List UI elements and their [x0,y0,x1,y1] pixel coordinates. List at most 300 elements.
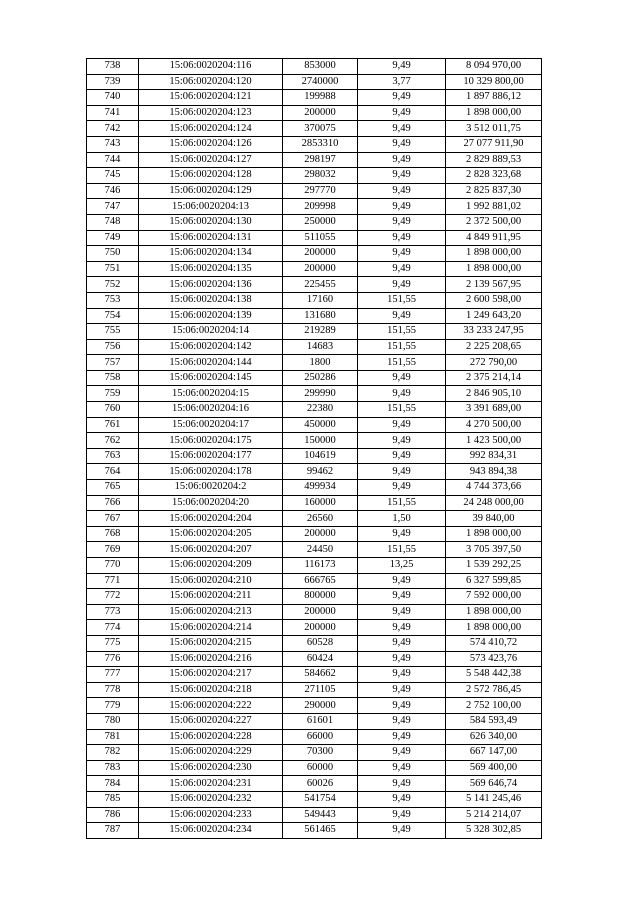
cadastral-number-cell: 15:06:0020204:135 [139,261,283,277]
area-cell: 271105 [283,682,358,698]
area-cell: 99462 [283,464,358,480]
table-row [87,183,542,199]
value-cell: 2 225 208,65 [446,339,542,355]
cadastral-number-cell: 15:06:0020204:131 [139,230,283,246]
cadastral-number-cell: 15:06:0020204:210 [139,573,283,589]
area-cell: 290000 [283,698,358,714]
value-cell: 626 340,00 [446,729,542,745]
value-cell: 5 548 442,38 [446,667,542,683]
rate-cell: 9,49 [358,105,446,121]
area-cell: 250000 [283,214,358,230]
table-row [87,729,542,745]
area-cell: 250286 [283,370,358,386]
table-row [87,464,542,480]
row-number-cell: 745 [87,168,139,184]
table-row [87,448,542,464]
row-number-cell: 761 [87,417,139,433]
cadastral-number-cell: 15:06:0020204:229 [139,745,283,761]
cadastral-number-cell: 15:06:0020204:142 [139,339,283,355]
cadastral-number-cell: 15:06:0020204:120 [139,74,283,90]
area-cell: 1800 [283,355,358,371]
rate-cell: 9,49 [358,651,446,667]
value-cell: 1 249 643,20 [446,308,542,324]
row-number-cell: 743 [87,136,139,152]
rate-cell: 9,49 [358,526,446,542]
rate-cell: 9,49 [358,667,446,683]
rate-cell: 9,49 [358,573,446,589]
row-number-cell: 738 [87,59,139,75]
rate-cell: 9,49 [358,214,446,230]
cadastral-number-cell: 15:06:0020204:121 [139,90,283,106]
row-number-cell: 780 [87,713,139,729]
value-cell: 39 840,00 [446,511,542,527]
rate-cell: 9,49 [358,261,446,277]
table-row [87,526,542,542]
area-cell: 297770 [283,183,358,199]
row-number-cell: 770 [87,558,139,574]
cadastral-number-cell: 15:06:0020204:15 [139,386,283,402]
row-number-cell: 784 [87,776,139,792]
rate-cell: 9,49 [358,620,446,636]
value-cell: 6 327 599,85 [446,573,542,589]
rate-cell: 9,49 [358,448,446,464]
row-number-cell: 751 [87,261,139,277]
value-cell: 27 077 911,90 [446,136,542,152]
cadastral-number-cell: 15:06:0020204:233 [139,807,283,823]
value-cell: 1 897 886,12 [446,90,542,106]
value-cell: 2 752 100,00 [446,698,542,714]
area-cell: 60026 [283,776,358,792]
rate-cell: 9,49 [358,246,446,262]
rate-cell: 9,49 [358,604,446,620]
cadastral-number-cell: 15:06:0020204:175 [139,433,283,449]
value-cell: 2 825 837,30 [446,183,542,199]
area-cell: 116173 [283,558,358,574]
table-body [87,59,542,839]
rate-cell: 9,49 [358,386,446,402]
rate-cell: 9,49 [358,370,446,386]
row-number-cell: 739 [87,74,139,90]
row-number-cell: 786 [87,807,139,823]
rate-cell: 9,49 [358,635,446,651]
rate-cell: 151,55 [358,542,446,558]
row-number-cell: 754 [87,308,139,324]
table-row [87,136,542,152]
area-cell: 70300 [283,745,358,761]
row-number-cell: 781 [87,729,139,745]
area-cell: 200000 [283,604,358,620]
row-number-cell: 779 [87,698,139,714]
cadastral-number-cell: 15:06:0020204:14 [139,324,283,340]
value-cell: 569 646,74 [446,776,542,792]
area-cell: 298032 [283,168,358,184]
rate-cell: 151,55 [358,402,446,418]
rate-cell: 9,49 [358,90,446,106]
row-number-cell: 747 [87,199,139,215]
table-row [87,760,542,776]
cadastral-number-cell: 15:06:0020204:217 [139,667,283,683]
rate-cell: 9,49 [358,698,446,714]
value-cell: 1 898 000,00 [446,261,542,277]
value-cell: 4 270 500,00 [446,417,542,433]
area-cell: 66000 [283,729,358,745]
table-row [87,542,542,558]
area-cell: 561465 [283,823,358,839]
table-row [87,417,542,433]
area-cell: 60528 [283,635,358,651]
value-cell: 4 744 373,66 [446,480,542,496]
value-cell: 24 248 000,00 [446,495,542,511]
table-row [87,511,542,527]
value-cell: 569 400,00 [446,760,542,776]
row-number-cell: 757 [87,355,139,371]
value-cell: 10 329 800,00 [446,74,542,90]
value-cell: 1 539 292,25 [446,558,542,574]
rate-cell: 9,49 [358,464,446,480]
cadastral-number-cell: 15:06:0020204:216 [139,651,283,667]
rate-cell: 9,49 [358,480,446,496]
table-row [87,682,542,698]
cadastral-number-cell: 15:06:0020204:123 [139,105,283,121]
row-number-cell: 783 [87,760,139,776]
table-row [87,168,542,184]
table-row [87,230,542,246]
row-number-cell: 776 [87,651,139,667]
table-row [87,807,542,823]
table-row [87,604,542,620]
table-row [87,246,542,262]
row-number-cell: 763 [87,448,139,464]
area-cell: 584662 [283,667,358,683]
row-number-cell: 762 [87,433,139,449]
row-number-cell: 746 [87,183,139,199]
cadastral-number-cell: 15:06:0020204:134 [139,246,283,262]
value-cell: 574 410,72 [446,635,542,651]
cadastral-number-cell: 15:06:0020204:178 [139,464,283,480]
value-cell: 1 423 500,00 [446,433,542,449]
table-row [87,776,542,792]
row-number-cell: 768 [87,526,139,542]
value-cell: 5 141 245,46 [446,791,542,807]
rate-cell: 151,55 [358,495,446,511]
area-cell: 200000 [283,620,358,636]
table-row [87,199,542,215]
area-cell: 666765 [283,573,358,589]
table-row [87,558,542,574]
value-cell: 2 600 598,00 [446,292,542,308]
rate-cell: 151,55 [358,324,446,340]
cadastral-number-cell: 15:06:0020204:13 [139,199,283,215]
area-cell: 499934 [283,480,358,496]
row-number-cell: 755 [87,324,139,340]
area-cell: 370075 [283,121,358,137]
row-number-cell: 777 [87,667,139,683]
rate-cell: 151,55 [358,339,446,355]
rate-cell: 9,49 [358,713,446,729]
value-cell: 2 828 323,68 [446,168,542,184]
row-number-cell: 782 [87,745,139,761]
area-cell: 853000 [283,59,358,75]
value-cell: 3 705 397,50 [446,542,542,558]
area-cell: 200000 [283,246,358,262]
area-cell: 2853310 [283,136,358,152]
area-cell: 60000 [283,760,358,776]
cadastral-number-cell: 15:06:0020204:231 [139,776,283,792]
table-row [87,635,542,651]
rate-cell: 9,49 [358,433,446,449]
value-cell: 2 846 905,10 [446,386,542,402]
cadastral-number-cell: 15:06:0020204:126 [139,136,283,152]
row-number-cell: 778 [87,682,139,698]
row-number-cell: 771 [87,573,139,589]
rate-cell: 9,49 [358,59,446,75]
cadastral-number-cell: 15:06:0020204:232 [139,791,283,807]
row-number-cell: 748 [87,214,139,230]
cadastral-number-cell: 15:06:0020204:207 [139,542,283,558]
area-cell: 541754 [283,791,358,807]
row-number-cell: 749 [87,230,139,246]
table-row [87,620,542,636]
rate-cell: 9,49 [358,417,446,433]
cadastral-number-cell: 15:06:0020204:215 [139,635,283,651]
value-cell: 2 375 214,14 [446,370,542,386]
cadastral-number-cell: 15:06:0020204:138 [139,292,283,308]
cadastral-number-cell: 15:06:0020204:20 [139,495,283,511]
row-number-cell: 758 [87,370,139,386]
area-cell: 17160 [283,292,358,308]
area-cell: 22380 [283,402,358,418]
rate-cell: 9,49 [358,807,446,823]
table-row [87,355,542,371]
row-number-cell: 759 [87,386,139,402]
rate-cell: 151,55 [358,292,446,308]
table-row [87,59,542,75]
value-cell: 5 328 302,85 [446,823,542,839]
cadastral-number-cell: 15:06:0020204:214 [139,620,283,636]
cadastral-number-cell: 15:06:0020204:213 [139,604,283,620]
area-cell: 60424 [283,651,358,667]
table-row [87,277,542,293]
area-cell: 209998 [283,199,358,215]
table-row [87,573,542,589]
area-cell: 160000 [283,495,358,511]
row-number-cell: 752 [87,277,139,293]
cadastral-number-cell: 15:06:0020204:145 [139,370,283,386]
rate-cell: 9,49 [358,230,446,246]
area-cell: 200000 [283,105,358,121]
cadastral-number-cell: 15:06:0020204:222 [139,698,283,714]
table-row [87,214,542,230]
value-cell: 584 593,49 [446,713,542,729]
table-row [87,74,542,90]
value-cell: 3 391 689,00 [446,402,542,418]
value-cell: 5 214 214,07 [446,807,542,823]
row-number-cell: 765 [87,480,139,496]
cadastral-number-cell: 15:06:0020204:209 [139,558,283,574]
value-cell: 2 139 567,95 [446,277,542,293]
cadastral-number-cell: 15:06:0020204:211 [139,589,283,605]
table-row [87,667,542,683]
area-cell: 131680 [283,308,358,324]
row-number-cell: 773 [87,604,139,620]
area-cell: 549443 [283,807,358,823]
rate-cell: 9,49 [358,152,446,168]
cadastral-number-cell: 15:06:0020204:228 [139,729,283,745]
cadastral-number-cell: 15:06:0020204:136 [139,277,283,293]
row-number-cell: 760 [87,402,139,418]
value-cell: 272 790,00 [446,355,542,371]
cadastral-number-cell: 15:06:0020204:177 [139,448,283,464]
area-cell: 200000 [283,261,358,277]
area-cell: 450000 [283,417,358,433]
cadastral-number-cell: 15:06:0020204:230 [139,760,283,776]
area-cell: 104619 [283,448,358,464]
rate-cell: 9,49 [358,136,446,152]
row-number-cell: 750 [87,246,139,262]
value-cell: 7 592 000,00 [446,589,542,605]
value-cell: 2 572 786,45 [446,682,542,698]
area-cell: 150000 [283,433,358,449]
cadastral-number-cell: 15:06:0020204:127 [139,152,283,168]
value-cell: 943 894,38 [446,464,542,480]
table-row [87,791,542,807]
row-number-cell: 744 [87,152,139,168]
area-cell: 26560 [283,511,358,527]
table-row [87,402,542,418]
table-row [87,823,542,839]
table-row [87,495,542,511]
land-parcel-table-page [86,58,542,839]
row-number-cell: 767 [87,511,139,527]
value-cell: 1 898 000,00 [446,604,542,620]
table-row [87,324,542,340]
row-number-cell: 774 [87,620,139,636]
cadastral-number-cell: 15:06:0020204:227 [139,713,283,729]
cadastral-number-cell: 15:06:0020204:204 [139,511,283,527]
table-row [87,651,542,667]
area-cell: 225455 [283,277,358,293]
value-cell: 1 898 000,00 [446,246,542,262]
rate-cell: 3,77 [358,74,446,90]
value-cell: 8 094 970,00 [446,59,542,75]
row-number-cell: 741 [87,105,139,121]
rate-cell: 13,25 [358,558,446,574]
rate-cell: 9,49 [358,168,446,184]
area-cell: 511055 [283,230,358,246]
table-row [87,698,542,714]
row-number-cell: 766 [87,495,139,511]
area-cell: 61601 [283,713,358,729]
rate-cell: 1,50 [358,511,446,527]
table-row [87,713,542,729]
cadastral-number-cell: 15:06:0020204:2 [139,480,283,496]
table-row [87,370,542,386]
rate-cell: 9,49 [358,121,446,137]
row-number-cell: 787 [87,823,139,839]
value-cell: 1 898 000,00 [446,105,542,121]
row-number-cell: 775 [87,635,139,651]
area-cell: 199988 [283,90,358,106]
value-cell: 2 372 500,00 [446,214,542,230]
table-row [87,745,542,761]
area-cell: 200000 [283,526,358,542]
rate-cell: 9,49 [358,183,446,199]
rate-cell: 9,49 [358,776,446,792]
cadastral-number-cell: 15:06:0020204:17 [139,417,283,433]
rate-cell: 9,49 [358,308,446,324]
cadastral-number-cell: 15:06:0020204:234 [139,823,283,839]
area-cell: 800000 [283,589,358,605]
table-row [87,152,542,168]
row-number-cell: 756 [87,339,139,355]
value-cell: 4 849 911,95 [446,230,542,246]
table-row [87,308,542,324]
row-number-cell: 764 [87,464,139,480]
rate-cell: 9,49 [358,199,446,215]
row-number-cell: 742 [87,121,139,137]
value-cell: 2 829 889,53 [446,152,542,168]
cadastral-number-cell: 15:06:0020204:129 [139,183,283,199]
table-row [87,105,542,121]
area-cell: 299990 [283,386,358,402]
value-cell: 667 147,00 [446,745,542,761]
cadastral-number-cell: 15:06:0020204:144 [139,355,283,371]
cadastral-number-cell: 15:06:0020204:128 [139,168,283,184]
rate-cell: 9,49 [358,729,446,745]
cadastral-number-cell: 15:06:0020204:218 [139,682,283,698]
area-cell: 298197 [283,152,358,168]
row-number-cell: 769 [87,542,139,558]
table-row [87,90,542,106]
cadastral-number-cell: 15:06:0020204:139 [139,308,283,324]
area-cell: 24450 [283,542,358,558]
cadastral-number-cell: 15:06:0020204:124 [139,121,283,137]
value-cell: 3 512 011,75 [446,121,542,137]
area-cell: 2740000 [283,74,358,90]
value-cell: 992 834,31 [446,448,542,464]
row-number-cell: 740 [87,90,139,106]
rate-cell: 151,55 [358,355,446,371]
cadastral-number-cell: 15:06:0020204:16 [139,402,283,418]
rate-cell: 9,49 [358,277,446,293]
area-cell: 14683 [283,339,358,355]
cadastral-number-cell: 15:06:0020204:130 [139,214,283,230]
rate-cell: 9,49 [358,589,446,605]
cadastral-number-cell: 15:06:0020204:205 [139,526,283,542]
rate-cell: 9,49 [358,760,446,776]
value-cell: 1 898 000,00 [446,526,542,542]
rate-cell: 9,49 [358,682,446,698]
rate-cell: 9,49 [358,745,446,761]
row-number-cell: 753 [87,292,139,308]
value-cell: 33 233 247,95 [446,324,542,340]
table-row [87,433,542,449]
table-row [87,589,542,605]
row-number-cell: 785 [87,791,139,807]
value-cell: 573 423,76 [446,651,542,667]
row-number-cell: 772 [87,589,139,605]
value-cell: 1 898 000,00 [446,620,542,636]
table-row [87,386,542,402]
rate-cell: 9,49 [358,791,446,807]
table-row [87,292,542,308]
land-parcel-table [86,58,542,839]
table-row [87,339,542,355]
table-row [87,480,542,496]
area-cell: 219289 [283,324,358,340]
rate-cell: 9,49 [358,823,446,839]
table-row [87,121,542,137]
